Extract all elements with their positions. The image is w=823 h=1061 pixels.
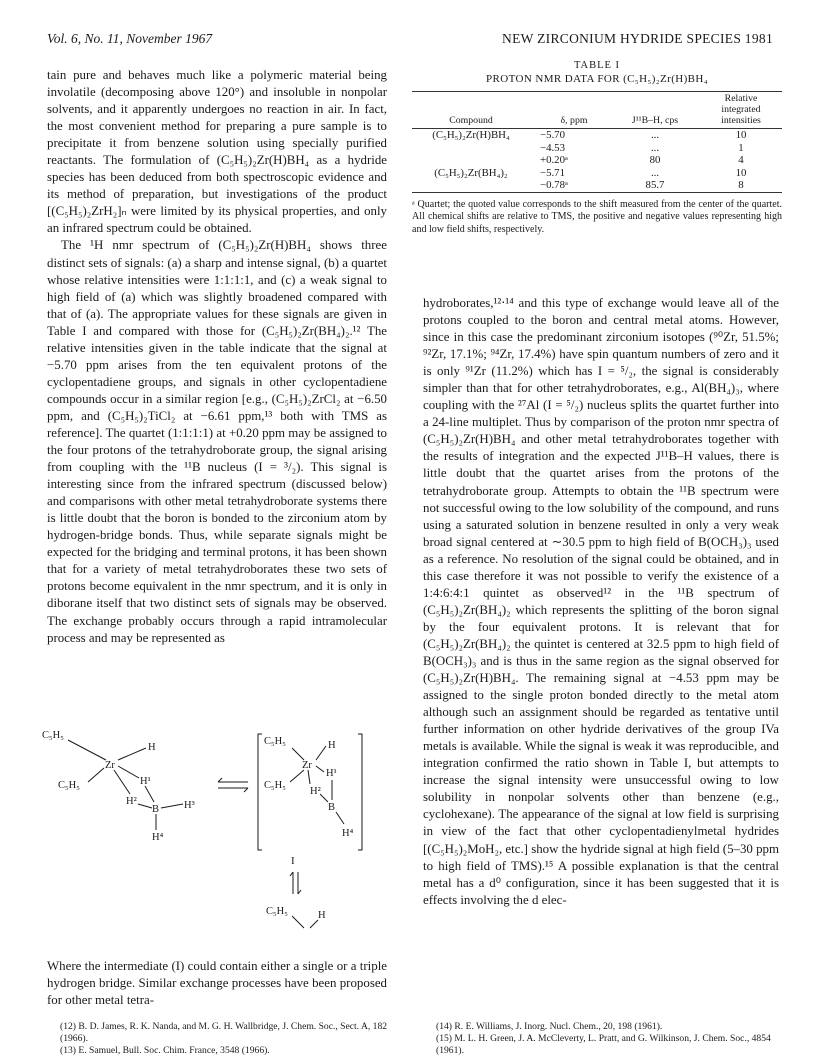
table-row: [412, 179, 782, 192]
table-cell: 10: [700, 129, 782, 142]
table-cell: (C₅H₅)₂Zr(H)BH₄: [412, 129, 530, 142]
left-column: [47, 67, 387, 647]
paragraph: Where the intermediate (I) could contain either a single or a triple hydrogen bridge. Similar exchange processes have been proposed for other metal tetra-: [47, 959, 387, 1008]
table-row: [412, 142, 782, 155]
table-header: [700, 92, 782, 129]
table-label: TABLE I: [573, 60, 621, 71]
scheme-label: C₅H₅: [264, 736, 286, 747]
exchange-scheme-svg: [40, 724, 390, 944]
table-row: [412, 154, 782, 167]
footnotes-right: [436, 1021, 782, 1057]
intermediate-label: I: [291, 855, 295, 867]
table-footnote: ᵃ Quartet; the quoted value corresponds to the shift measured from the center of the quartet. All chemical shifts are relative to TMS, the positive and negative values representing high and low field shifts, respectively.: [412, 198, 782, 235]
scheme-label: Zr: [302, 760, 312, 771]
table-title: PROTON NMR DATA FOR (C₅H₅)₂Zr(H)BH₄: [486, 73, 708, 85]
table-cell: −5.70: [530, 129, 610, 142]
scheme-label: C₅H₅: [42, 730, 64, 741]
scheme-label: B: [152, 804, 160, 815]
footnote: (15) M. L. H. Green, J. A. McCleverty, L. Pratt, and G. Wilkinson, J. Chem. Soc., 4854 (1961).: [436, 1033, 771, 1056]
table-cell: 1: [738, 141, 744, 154]
paragraph: hydroborates,¹²⋅¹⁴ and this type of exchange would leave all of the protons coupled to the boron and central metal atoms. However, since in this case the predominant zirconium isotopes (⁹⁰Zr, 51.5%; ⁹²Zr, 17.1%; ⁹⁴Zr, 17.4%) have spin quantum numbers of zero and it is only ⁹¹Zr (11.2%) which has I = ⁵/₂, the signal is considerably simpler than that for other tetrahydroborates, e.g., Al(BH₄)₃, where coupling with the ²⁷Al (I = ⁵/₂) nucleus splits the quartet further into a 24-line multiplet. Thus by comparison of the proton nmr spectra of (C₅H₅)₂Zr(H)BH₄ and other metal tetrahydroborates together with the results of integration and the expected J¹¹B–H values, there is little doubt that the quartet arises from the protons of the tetrahydroborate group. Attempts to obtain the ¹¹B spectrum were not successful owing to the low solubility of the compound, and runs using a saturated solution in benzene resulted in only a very weak broad signal centered at ∼30.5 ppm to high field of B(OCH₃)₃ used as a reference. No resolution of the signal could be obtained, and in this case therefore it was not possible to verify the existence of a 1:4:6:4:1 quintet as observed¹² in the ¹¹B spectrum of (C₅H₅)₂Zr(BH₄)₂ which represents the splitting of the boron signal by the four equivalent protons. It is relevant that for (C₅H₅)₂Zr(BH₄)₂ the quintet is centered at 32.5 ppm to high field of B(OCH₃)₃ and is thus in the same region as the signal observed for (C₅H₅)₂Zr(H)BH₄. The remaining signal at −4.53 ppm may be assigned to the single proton bonded directly to the metal atom although such an assignment should be regarded as tentative until further information on other hydride derivatives of the group IVa metals is available. While the signal is weak it was reproducible, and integration confirmed the ratio shown in Table I, but attempts to increase the signal intensity were unsuccessful owing to low solubility in nonpolar solvents other than benzene (e.g., cyclohexane). The appearance of the signal at low field is surprising in view of the fact that other cyclopentadienylmetal hydrides [(C₅H₅)₂MoH₂, etc.] show the hydride signal at high field (5–30 ppm to high field of TMS).¹⁵ A possible explanation is that the central metal has a d⁰ configuration, since it has been suggested that it is effects involving the d elec-: [423, 296, 779, 907]
scheme-label: B: [328, 802, 336, 813]
scheme-label: H⁴: [152, 832, 164, 843]
header-line: intensities: [721, 115, 761, 126]
scheme-label: H¹: [140, 776, 151, 787]
scheme-label: H¹: [326, 768, 337, 779]
scheme-label: C₅H₅: [264, 780, 286, 791]
table-cell: [412, 142, 530, 155]
scheme-label: H: [148, 742, 156, 753]
table-header: J¹¹B–H, cps: [631, 115, 679, 126]
running-head-right: NEW ZIRCONIUM HYDRIDE SPECIES 1981: [502, 31, 773, 46]
nmr-data-table: [412, 91, 782, 193]
table-cell: 85.7: [610, 179, 700, 192]
table-cell: [412, 154, 530, 167]
scheme-label: H²: [310, 786, 321, 797]
scheme-label: C₅H₅: [58, 780, 80, 791]
footnote: (14) R. E. Williams, J. Inorg. Nucl. Chem., 20, 198 (1961).: [436, 1021, 663, 1032]
footnote: (13) E. Samuel, Bull. Soc. Chim. France, 3548 (1966).: [60, 1045, 270, 1056]
scheme-label: H⁴: [342, 828, 354, 839]
scheme-label: H²: [126, 796, 137, 807]
table-header: δ, ppm: [560, 115, 588, 126]
scheme-label: Zr: [105, 760, 115, 771]
exchange-scheme-diagram: [40, 724, 390, 944]
scheme-label: H: [318, 910, 326, 921]
footnote: (12) B. D. James, R. K. Nanda, and M. G. H. Wallbridge, J. Chem. Soc., Sect. A, 182 (1966).: [60, 1021, 388, 1044]
paragraph: tain pure and behaves much like a polymeric material being involatile (decomposing above 120°) and insoluble in nonpolar solvents, and it apparently undergoes no reaction in air. In fact, the most convenient method for preparing a pure sample is to precipitate it from benzene solution using specially purified reactants. The formulation of (C₅H₅)₂Zr(H)BH₄ as a hydride species has been deduced from both spectroscopic evidence and its method of preparation, but investigations of the product [(C₅H₅)₂ZrH₂]ₙ were limited by its physical properties, and only an infrared spectrum could be obtained.: [47, 68, 387, 236]
table-cell: −0.78ᵃ: [530, 179, 610, 192]
table-cell: ...: [650, 166, 660, 179]
table-cell: 10: [735, 166, 747, 179]
header-line: Relative: [724, 93, 758, 104]
table-row: [412, 167, 782, 180]
table-cell: 8: [700, 179, 782, 192]
right-column: [423, 295, 779, 909]
table-cell: ...: [650, 141, 660, 154]
table-cell: [412, 179, 530, 192]
scheme-label: C₅H₅: [266, 906, 288, 917]
paragraph: The ¹H nmr spectrum of (C₅H₅)₂Zr(H)BH₄ shows three distinct sets of signals: (a) a sharp and intense signal, (b) a quartet whose relative intensities were 1:1:1:1, and (c) a weak signal to high field of (a) which was slightly broadened compared with that of (a). The appropriate values for these signals are given in Table I and compared with those for (C₅H₅)₂Zr(BH₄)₂.¹² The relative intensities given in the table indicate that the signal at −5.70 ppm arises from the ten equivalent protons of the cyclopentadiene groups, and signals in other cyclopentadiene compounds occur in a similar region [e.g., (C₅H₅)₂ZrCl₂ at −6.50 ppm, and (C₅H₅)₂TiCl₂ at −6.61 ppm,¹³ both with TMS as reference]. The quartet (1:1:1:1) at +0.20 ppm may be assigned to the four protons of the tetrahydroborate group, the signal arising from coupling with the ¹¹B nucleus (I = ³/₂). This signal is interesting since from the infrared spectrum (discussed below) and comparisons with other metal tetrahydroborate systems there is little doubt that the boron is bonded to the zirconium atom by hydrogen-bridge bonds. Thus, while separate signals might be expected for the bridging and terminal protons, it has been shown that for a variety of metal tetrahydroborates these two sets of protons become equivalent in the nmr spectrum, and it is only in diborane itself that two distinct sets of signals may be observed. The exchange probably occurs through a rapid intramolecular process and may be represented as: [47, 238, 387, 645]
scheme-label: H³: [184, 800, 195, 811]
table-i: [412, 60, 782, 236]
table-cell: +0.20ᵃ: [540, 154, 568, 166]
scheme-label: H: [328, 740, 336, 751]
table-row: [412, 129, 782, 142]
table-cell: 80: [649, 154, 661, 166]
table-header: Compound: [449, 115, 493, 126]
table-cell: ...: [610, 129, 700, 142]
running-head-left: Vol. 6, No. 11, November 1967: [47, 31, 213, 46]
table-cell: (C₅H₅)₂Zr(BH₄)₂: [434, 166, 508, 179]
header-line: integrated: [721, 104, 761, 115]
left-column-tail: [47, 958, 387, 1009]
table-cell: −4.53: [540, 141, 565, 154]
table-cell: −5.71: [540, 166, 565, 179]
table-cell: 4: [738, 154, 744, 166]
footnotes-left: [60, 1021, 390, 1057]
